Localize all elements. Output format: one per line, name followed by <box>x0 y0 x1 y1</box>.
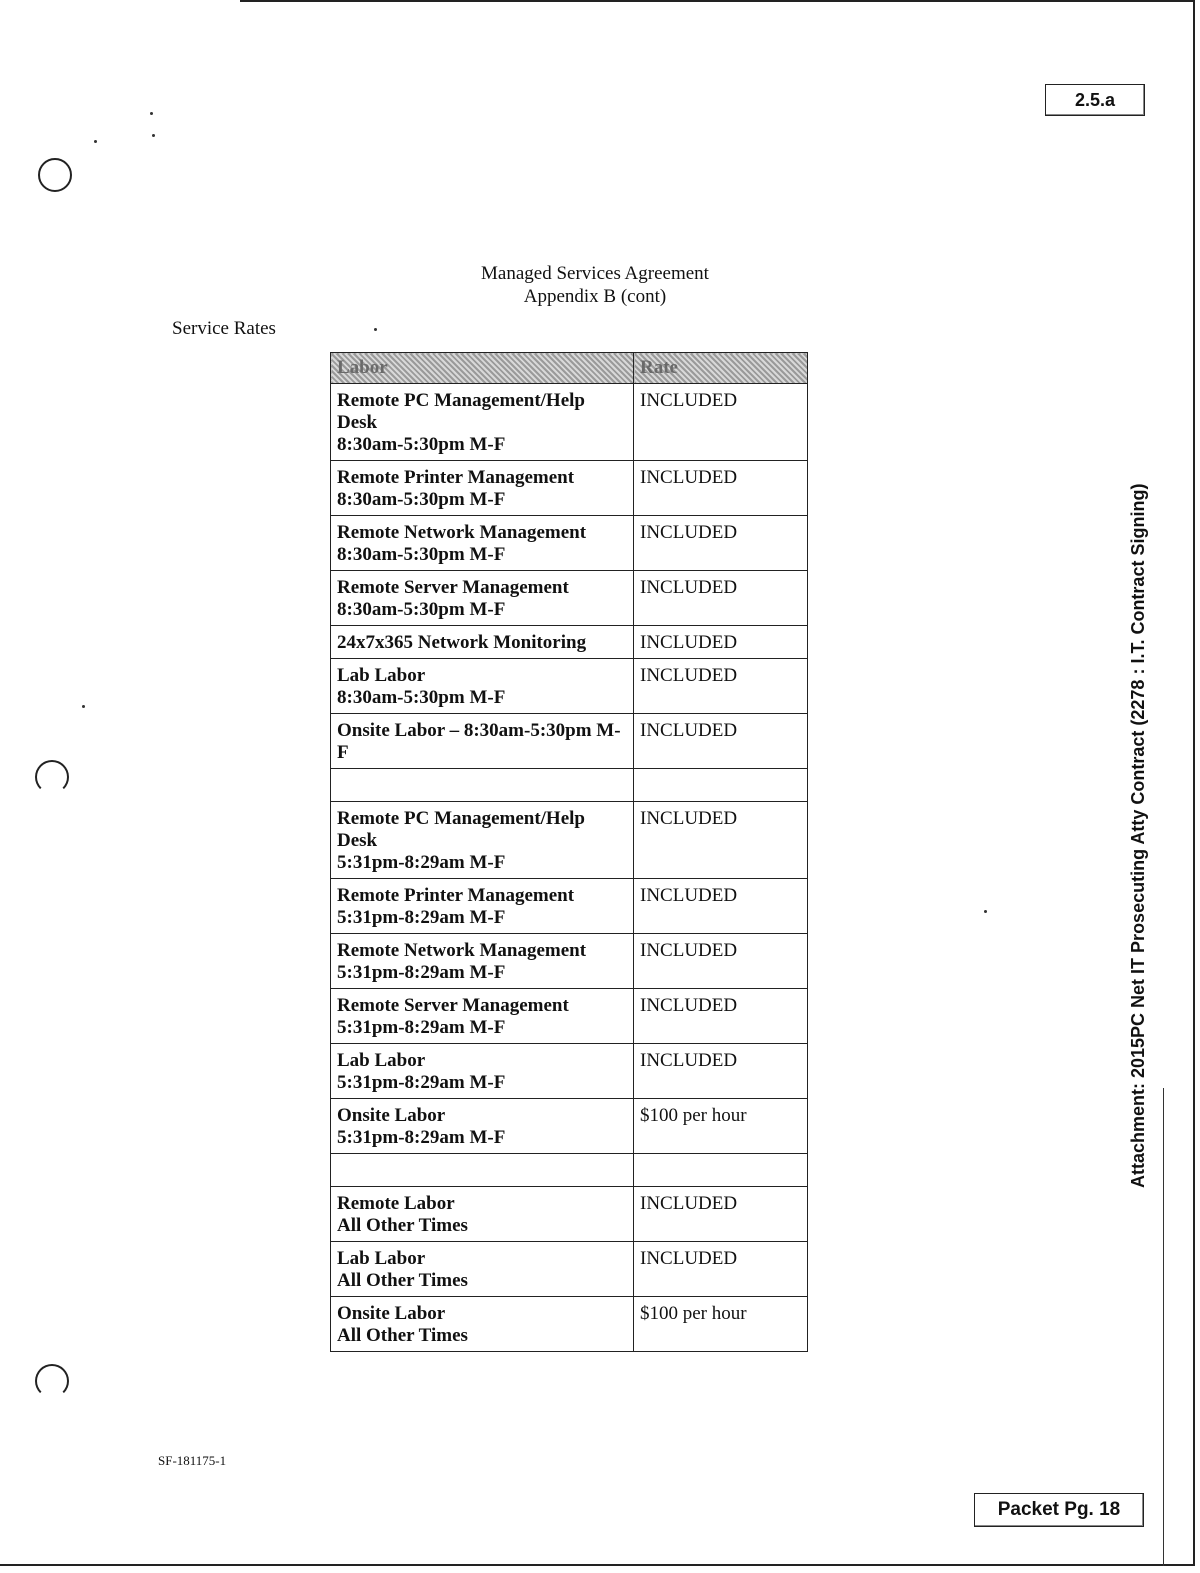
labor-cell <box>331 802 634 879</box>
rate-cell: INCLUDED <box>634 659 808 714</box>
rate-cell: INCLUDED <box>634 384 808 461</box>
labor-text: 5:31pm-8:29am M-F <box>337 852 506 873</box>
scan-speck <box>984 910 987 913</box>
labor-cell <box>331 714 634 769</box>
rate-cell: $100 per hour <box>634 1099 808 1154</box>
labor-cell <box>331 626 634 659</box>
table-body <box>331 384 808 1352</box>
rate-cell: INCLUDED <box>634 1044 808 1099</box>
labor-cell <box>331 1154 634 1187</box>
labor-text: Lab Labor <box>337 1050 426 1071</box>
labor-cell <box>331 571 634 626</box>
labor-text: Remote Server Management <box>337 995 569 1016</box>
rate-cell: INCLUDED <box>634 934 808 989</box>
packet-page-badge: Packet Pg. 18 <box>974 1493 1144 1527</box>
table-row <box>331 1154 808 1187</box>
table-row <box>331 1044 808 1099</box>
labor-text: Remote Server Management <box>337 577 569 598</box>
section-number-badge: 2.5.a <box>1045 84 1145 116</box>
labor-text: 8:30am-5:30pm M-F <box>337 434 506 455</box>
scan-speck <box>152 134 155 137</box>
rate-cell: INCLUDED <box>634 989 808 1044</box>
title-line-1: Managed Services Agreement <box>481 263 709 284</box>
document-title <box>400 262 790 308</box>
labor-cell <box>331 1242 634 1297</box>
title-line-2: Appendix B (cont) <box>523 286 667 307</box>
table-row <box>331 769 808 802</box>
labor-cell <box>331 934 634 989</box>
labor-text: Onsite Labor – 8:30am-5:30pm M-F <box>337 720 621 763</box>
labor-text: Onsite Labor <box>337 1303 446 1324</box>
labor-text: 8:30am-5:30pm M-F <box>337 687 506 708</box>
rate-cell <box>634 769 808 802</box>
rate-cell: INCLUDED <box>634 1187 808 1242</box>
labor-text: Remote Printer Management <box>337 885 575 906</box>
labor-text: Remote Labor <box>337 1193 455 1214</box>
rate-cell <box>634 1154 808 1187</box>
scan-speck <box>150 112 153 115</box>
rate-cell: INCLUDED <box>634 626 808 659</box>
labor-text: Remote Printer Management <box>337 467 575 488</box>
table-row <box>331 516 808 571</box>
labor-cell <box>331 769 634 802</box>
labor-text: 24x7x365 Network Monitoring <box>337 632 587 653</box>
labor-cell <box>331 1044 634 1099</box>
table-header-row <box>331 353 808 384</box>
labor-cell <box>331 1099 634 1154</box>
labor-cell <box>331 461 634 516</box>
service-rates-table <box>330 352 808 1352</box>
labor-text: Remote PC Management/Help Desk <box>337 808 585 851</box>
rate-cell: INCLUDED <box>634 879 808 934</box>
binder-hole-bottom <box>35 1364 69 1398</box>
table-row <box>331 626 808 659</box>
section-label: Service Rates <box>172 318 276 339</box>
binder-hole-top <box>38 158 72 192</box>
table-row <box>331 384 808 461</box>
column-header-labor: Labor <box>331 353 634 384</box>
labor-text: 5:31pm-8:29am M-F <box>337 907 506 928</box>
table-row <box>331 879 808 934</box>
rate-cell: INCLUDED <box>634 461 808 516</box>
labor-cell <box>331 989 634 1044</box>
table-row <box>331 802 808 879</box>
column-header-rate: Rate <box>634 353 808 384</box>
labor-text: Remote Network Management <box>337 522 587 543</box>
attachment-side-label: Attachment: 2015PC Net IT Prosecuting Atty Contract (2278 : I.T. Contract Signing) <box>1128 483 1148 1188</box>
labor-text: Onsite Labor <box>337 1105 446 1126</box>
labor-text: All Other Times <box>337 1215 468 1236</box>
rate-cell: INCLUDED <box>634 571 808 626</box>
labor-cell <box>331 384 634 461</box>
labor-text: Remote Network Management <box>337 940 587 961</box>
labor-text: 8:30am-5:30pm M-F <box>337 489 506 510</box>
rate-cell: INCLUDED <box>634 714 808 769</box>
table-row <box>331 989 808 1044</box>
labor-text: Remote PC Management/Help Desk <box>337 390 585 433</box>
table-row <box>331 1242 808 1297</box>
labor-cell <box>331 1187 634 1242</box>
rate-cell: $100 per hour <box>634 1297 808 1352</box>
scan-speck <box>374 328 377 331</box>
labor-text: All Other Times <box>337 1325 468 1346</box>
top-rule-gap <box>0 0 240 3</box>
labor-cell <box>331 1297 634 1352</box>
side-rule <box>1163 1088 1164 1566</box>
table-row <box>331 659 808 714</box>
labor-text: Lab Labor <box>337 665 426 686</box>
table-row <box>331 571 808 626</box>
document-number: SF-181175-1 <box>158 1453 227 1468</box>
labor-text: All Other Times <box>337 1270 468 1291</box>
scan-speck <box>82 705 85 708</box>
table-row <box>331 461 808 516</box>
rate-cell: INCLUDED <box>634 802 808 879</box>
rate-cell: INCLUDED <box>634 1242 808 1297</box>
labor-text: 8:30am-5:30pm M-F <box>337 599 506 620</box>
binder-hole-middle <box>35 760 69 794</box>
labor-text: 8:30am-5:30pm M-F <box>337 544 506 565</box>
table-row <box>331 1099 808 1154</box>
labor-text: 5:31pm-8:29am M-F <box>337 962 506 983</box>
labor-text: Lab Labor <box>337 1248 426 1269</box>
table-row <box>331 1187 808 1242</box>
labor-cell <box>331 659 634 714</box>
table-row <box>331 714 808 769</box>
labor-cell <box>331 879 634 934</box>
labor-cell <box>331 516 634 571</box>
scan-speck <box>94 140 97 143</box>
table-row <box>331 1297 808 1352</box>
labor-text: 5:31pm-8:29am M-F <box>337 1127 506 1148</box>
rate-cell: INCLUDED <box>634 516 808 571</box>
table-row <box>331 934 808 989</box>
labor-text: 5:31pm-8:29am M-F <box>337 1072 506 1093</box>
labor-text: 5:31pm-8:29am M-F <box>337 1017 506 1038</box>
